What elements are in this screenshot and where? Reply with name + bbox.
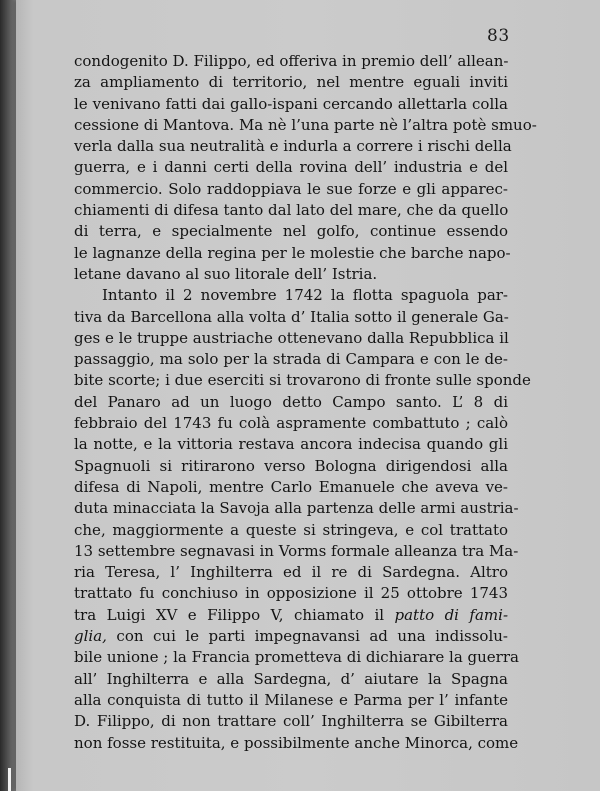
text-line: trattato fu conchiuso in opposizione il 25 ottobre 1743 bbox=[74, 584, 508, 603]
text-line: ria Teresa, l’ Inghilterra ed il re di Sardegna. Altro bbox=[74, 563, 508, 582]
text-line: guerra, e i danni certi della rovina dell’ industria e del bbox=[74, 158, 508, 177]
text-line: duta minacciata la Savoja alla partenza delle armi austria- bbox=[74, 499, 519, 518]
text-line bbox=[74, 626, 508, 647]
body-text bbox=[74, 51, 537, 754]
text-line: del Panaro ad un luogo detto Campo santo. L’ 8 di bbox=[74, 392, 508, 411]
text-line: le lagnanze della regina per le molestie che barche napo- bbox=[74, 243, 511, 262]
text-segment: tra Luigi XV e Filippo V, chiamato il bbox=[74, 605, 385, 624]
text-line: verla dalla sua neutralità e indurla a correre i rischi della bbox=[74, 137, 512, 156]
italic-term: glia, bbox=[74, 627, 107, 646]
book-page bbox=[16, 0, 600, 791]
text-line: alla conquista di tutto il Milanese e Parma per l’ infante bbox=[74, 690, 508, 709]
text-line: ges e le truppe austriache ottenevano dalla Repubblica il bbox=[74, 328, 509, 347]
text-line: all’ Inghilterra e alla Sardegna, d’ aiutare la Spagna bbox=[74, 669, 508, 688]
text-line: difesa di Napoli, mentre Carlo Emanuele che aveva ve- bbox=[74, 477, 508, 496]
text-line: le venivano fatti dai gallo-ispani cercando allettarla colla bbox=[74, 94, 508, 113]
text-line: la notte, e la vittoria restava ancora indecisa quando gli bbox=[74, 435, 508, 454]
text-line: bite scorte; i due eserciti si trovarono di fronte sulle sponde bbox=[74, 371, 531, 390]
text-line bbox=[74, 605, 508, 626]
text-line: che, maggiormente a queste si stringeva, e col trattato bbox=[74, 520, 508, 539]
text-segment: con cui le parti impegnavansi ad una indissolu- bbox=[106, 627, 508, 646]
text-line: tiva da Barcellona alla volta d’ Italia sotto il generale Ga- bbox=[74, 307, 509, 326]
text-line: di terra, e specialmente nel golfo, continue essendo bbox=[74, 222, 508, 241]
text-line: D. Filippo, di non trattare coll’ Inghilterra se Gibilterra bbox=[74, 712, 508, 731]
text-line: Spagnuoli si ritirarono verso Bologna dirigendosi alla bbox=[74, 456, 508, 475]
text-line: letane davano al suo litorale dell’ Istria. bbox=[74, 264, 378, 283]
page-number: 83 bbox=[487, 26, 510, 46]
text-line: Intanto il 2 novembre 1742 la flotta spaguola par- bbox=[102, 286, 508, 305]
text-line: bile unione ; la Francia prometteva di dichiarare la guerra bbox=[74, 648, 519, 667]
italic-term: patto di fami- bbox=[394, 605, 509, 624]
book-binding-shadow bbox=[0, 0, 16, 791]
text-line: febbraio del 1743 fu colà aspramente combattuto ; calò bbox=[74, 414, 508, 433]
text-line: 13 settembre segnavasi in Vorms formale alleanza tra Ma- bbox=[74, 541, 519, 560]
text-line: chiamenti di difesa tanto dal lato del mare, che da quello bbox=[74, 201, 509, 220]
text-line: condogenito D. Filippo, ed offeriva in premio dell’ allean- bbox=[74, 52, 509, 70]
text-line: passaggio, ma solo per la strada di Campara e con le de- bbox=[74, 350, 508, 369]
text-line: non fosse restituita, e possibilmente anche Minorca, come bbox=[74, 733, 519, 752]
text-line: commercio. Solo raddoppiava le sue forze e gli apparec- bbox=[74, 179, 508, 198]
text-line: cessione di Mantova. Ma nè l’una parte nè l’altra potè smuo- bbox=[74, 115, 537, 134]
text-line: za ampliamento di territorio, nel mentre eguali inviti bbox=[74, 73, 508, 92]
scan-edge-mark bbox=[8, 768, 11, 791]
